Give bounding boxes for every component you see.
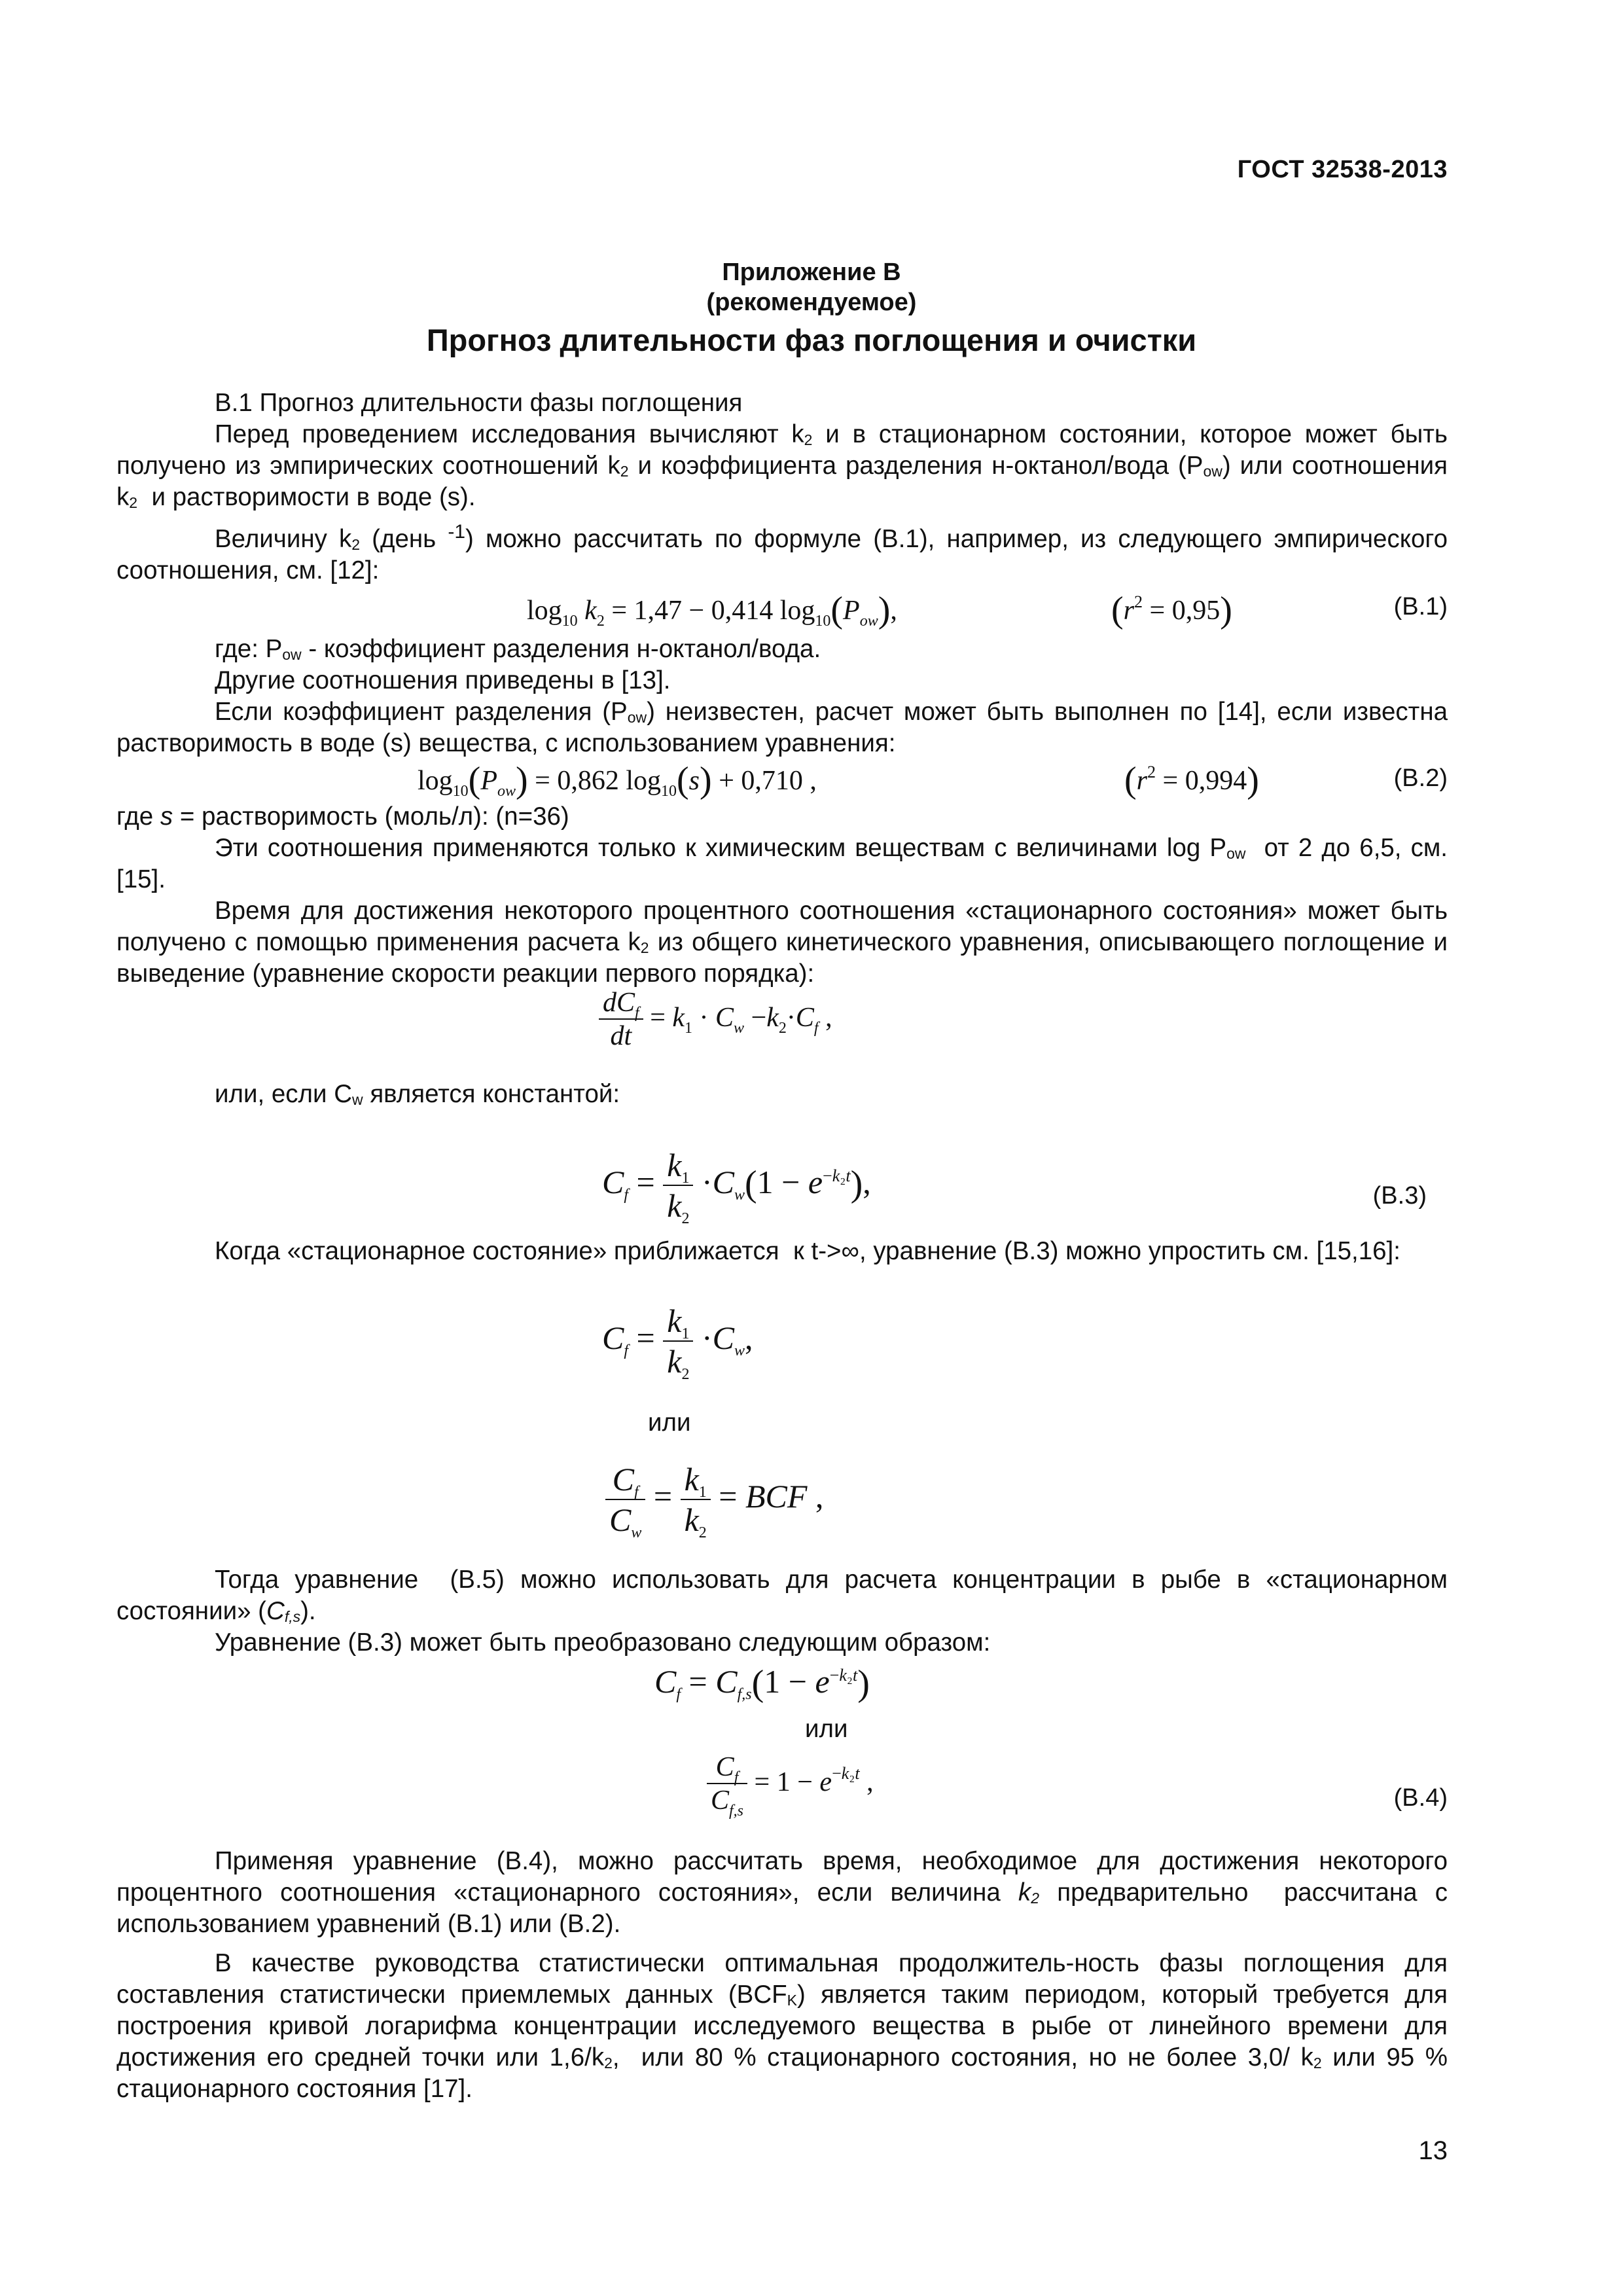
equation-b1-number: (В.1) [1393,593,1448,620]
equation-b4: $\frac{C_f}{C_{f,s}}$ = $1 - e^{-k_2t}$ , [707,1751,874,1818]
paragraph-k2-value: Величину $k_2$ (день $^{-1}$) можно рассчитать по формуле (В.1), например, из следующего эмпирического соотношения, см. [12]: [116,521,1448,584]
paragraph-intro: Перед проведением исследования вычисляют $k_2$ и в стационарном состоянии, которое может быть получено из эмпирических соотношений $k_2$ и коэффициента разделения н-октанол/вода $(P_{ow})$ или соотношения $k_2$ и растворимости в воде (s). [116,420,1448,511]
paragraph-if-cw-constant: или, если $C_w$ является константой: [215,1080,620,1108]
equation-b3-number: (В.3) [1372,1182,1427,1210]
section-heading: В.1 Прогноз длительности фазы поглощения [215,389,743,417]
equation-b2-r2: $(r^2 = 0,994)$ [1124,760,1259,800]
paragraph-where-s: где s = растворимость (моль/л): (n=36) [116,802,569,831]
page-number: 13 [1418,2136,1448,2165]
annex-status: (рекомендуемое) [706,289,917,316]
paragraph-guidance: В качестве руководства статистически оптимальная продолжитель-ность фазы поглощения для составления статистически приемлемых данных $(BCF_K)$ является таким периодом, который требуется для построения кривой логарифма концентрации исследуемого вещества в рыбе от линейного времени для достижения его средней точки или $1,6/k_2$, или 80 % стационарного состояния, но не более 3,0/ $k_2$ или 95 % стационарного состояния [17]. [116,1949,1448,2103]
or-label-2: или [805,1715,848,1743]
paragraph-time-to-steady: Время для достижения некоторого процентного соотношения «стационарного состояния» может быть получено с помощью применения расчета $k_2$ из общего кинетического уравнения, описывающего поглощение и выведение (уравнение скорости реакции первого порядка): [116,897,1448,988]
paragraph-applicability: Эти соотношения применяются только к химическим веществам с величинами $\log P_{ow}$ от 2 до 6,5, см.[15]. [116,834,1448,893]
equation-b1-r2: $(r^2 = 0,95)$ [1111,590,1232,630]
paragraph-applying-b4: Применяя уравнение (В.4), можно рассчитать время, необходимое для достижения некоторого процентного соотношения «стационарного состояния», если величина $k_2$ предварительно рассчитана с использованием уравнений (В.1) или (В.2). [116,1847,1448,1938]
or-label-1: или [648,1408,691,1437]
paragraph-where-pow: где: $P_{ow}$ - коэффициент разделения н-октанол/вода. [215,635,821,663]
equation-bcf: $\frac{C_f}{C_w}$ = $\frac{k_1}{k_2}$ = BCF , [605,1461,823,1539]
equation-b2: $\log_{10}(P_{ow}) = 0,862$ $\log_{10}(s) + 0,710$ , [418,760,817,800]
paragraph-b3-transform: Уравнение (В.3) может быть преобразовано следующим образом: [215,1628,991,1657]
document-code: ГОСТ 32538-2013 [1237,156,1448,183]
paragraph-if-unknown: Если коэффициент разделения $(P_{ow})$ неизвестен, расчет может быть выполнен по [14], если известна растворимость в воде (s) вещества, с использованием уравнения: [116,698,1448,757]
equation-b2-number: (В.2) [1393,764,1448,792]
equation-b3: $C_f$ = $\frac{k_1}{k_2}$ $\cdot C_w(1 - e^{-k_2t})$, [602,1147,871,1227]
annex-title: Прогноз длительности фаз поглощения и очистки [426,323,1197,357]
annex-label: Приложение В [722,259,901,286]
paragraph-other-relations: Другие соотношения приведены в [13]. [215,666,671,694]
equation-rate: $\frac{dC_f}{dt}$ = $k_1 \cdot C_w -k_2\cdot C_f$ , [599,987,832,1053]
equation-b4-number: (В.4) [1393,1784,1448,1812]
equation-transformed: $C_f = C_{f,s}(1 - e^{-k_2t})$ [654,1663,870,1704]
paragraph-then-b5: Тогда уравнение (В.5) можно использовать для расчета концентрации в рыбе в «стационарном состоянии» $(C_{f,s})$. [116,1566,1448,1625]
equation-simplified: $C_f$ = $\frac{k_1}{k_2}$ $\cdot C_w$, [602,1302,753,1383]
paragraph-steady-approach: Когда «стационарное состояние» приближается к t->∞, уравнение (В.3) можно упростить см. [15,16]: [215,1237,1400,1265]
equation-b1: $\log_{10} k_2 = 1,47 - 0,414$ $\log_{10}(P_{ow})$, [527,590,897,630]
